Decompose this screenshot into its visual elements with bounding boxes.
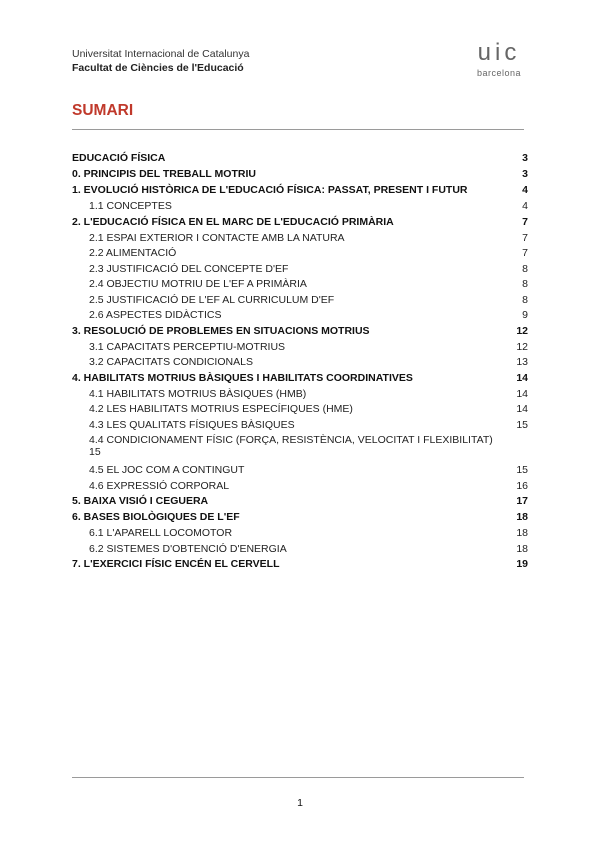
toc-entry[interactable]	[72, 388, 528, 404]
toc-entry-page: 8	[522, 278, 528, 290]
toc-entry-page: 19	[516, 558, 528, 570]
toc-entry-page: 14	[516, 371, 528, 384]
toc-entry-title: 2.5 JUSTIFICACIÓ DE L'EF AL CURRICULUM D'EF	[89, 293, 335, 306]
toc-entry-title: 2.6 ASPECTES DIDÀCTICS	[89, 309, 222, 321]
toc-entry-title: 4.3 LES QUALITATS FÍSIQUES BÀSIQUES	[89, 418, 295, 431]
toc-entry[interactable]	[72, 232, 528, 248]
toc-entry-title: 3.2 CAPACITATS CONDICIONALS	[89, 356, 253, 368]
toc-entry-title: EDUCACIÓ FÍSICA	[72, 152, 166, 164]
toc-entry-title: 2.1 ESPAI EXTERIOR I CONTACTE AMB LA NATURA	[89, 231, 345, 244]
toc-entry-title: 0. PRINCIPIS DEL TREBALL MOTRIU	[72, 168, 256, 180]
uic-logo-text: uic	[477, 42, 521, 66]
toc-entry-page: 15	[516, 464, 528, 476]
toc-entry-title: 2.4 OBJECTIU MOTRIU DE L'EF A PRIMÀRIA	[89, 278, 307, 290]
uic-logo-subtitle: barcelona	[476, 68, 522, 78]
toc-entry-title: 4.1 HABILITATS MOTRIUS BÀSIQUES (HMB)	[89, 387, 307, 400]
toc-entry-page: 8	[522, 293, 528, 306]
toc-entry-title: 4.5 EL JOC COM A CONTINGUT	[89, 464, 245, 476]
toc-entry-page: 18	[516, 527, 528, 539]
table-of-contents	[72, 152, 528, 574]
toc-entry-title: 4.2 LES HABILITATS MOTRIUS ESPECÍFIQUES (HME)	[89, 403, 353, 415]
toc-entry[interactable]	[72, 372, 528, 388]
toc-entry-page: 12	[516, 340, 528, 353]
toc-entry-page: 14	[516, 387, 528, 400]
toc-entry-title: 7. L'EXERCICI FÍSIC ENCÉN EL CERVELL	[72, 558, 280, 570]
toc-entry[interactable]	[72, 558, 528, 574]
toc-entry[interactable]	[72, 511, 528, 527]
university-name: Universitat Internacional de Catalunya	[72, 48, 250, 60]
toc-entry-page: 7	[522, 215, 528, 228]
toc-entry-title: 1. EVOLUCIÓ HISTÒRICA DE L'EDUCACIÓ FÍSICA: PASSAT, PRESENT I FUTUR	[72, 184, 468, 196]
toc-entry-title: 2.2 ALIMENTACIÓ	[89, 247, 177, 259]
toc-entry-title: 6.2 SISTEMES D'OBTENCIÓ D'ENERGIA	[89, 542, 287, 555]
toc-entry-title: 3.1 CAPACITATS PERCEPTIU-MOTRIUS	[89, 340, 286, 353]
toc-entry-page: 16	[516, 479, 528, 492]
toc-entry-page: 4	[522, 184, 528, 196]
toc-entry[interactable]	[72, 263, 528, 279]
toc-entry-page: 14	[516, 403, 528, 415]
toc-entry-title: 6.1 L'APARELL LOCOMOTOR	[89, 527, 233, 539]
toc-entry-page: 9	[522, 309, 528, 321]
toc-entry[interactable]	[72, 480, 528, 496]
toc-entry-page: 7	[522, 247, 528, 259]
toc-entry-page: 4	[522, 200, 528, 212]
toc-entry-title: 4.4 CONDICIONAMENT FÍSIC (FORÇA, RESISTÈNCIA, VELOCITAT I FLEXIBILITAT) 15	[89, 434, 493, 458]
toc-entry-page: 3	[522, 168, 528, 180]
toc-entry[interactable]	[72, 294, 528, 310]
toc-entry-page: 13	[516, 356, 528, 368]
toc-entry-page: 15	[516, 418, 528, 431]
toc-entry[interactable]	[72, 247, 528, 263]
toc-entry-page: 18	[516, 511, 528, 523]
top-divider	[72, 129, 524, 130]
toc-entry[interactable]	[72, 434, 528, 464]
toc-entry-title: 4.6 EXPRESSIÓ CORPORAL	[89, 479, 230, 492]
toc-entry-page: 7	[522, 231, 528, 244]
toc-entry[interactable]	[72, 200, 528, 216]
toc-entry-title: 4. HABILITATS MOTRIUS BÀSIQUES I HABILITATS COORDINATIVES	[72, 371, 413, 384]
toc-entry[interactable]	[72, 325, 528, 341]
toc-entry-title: 3. RESOLUCIÓ DE PROBLEMES EN SITUACIONS MOTRIUS	[72, 324, 370, 337]
toc-entry[interactable]	[72, 216, 528, 232]
toc-entry[interactable]	[72, 168, 528, 184]
toc-entry-page: 17	[516, 495, 528, 507]
toc-entry-title: 2.3 JUSTIFICACIÓ DEL CONCEPTE D'EF	[89, 262, 289, 275]
toc-entry[interactable]	[72, 543, 528, 559]
toc-entry[interactable]	[72, 184, 528, 200]
page-title: SUMARI	[72, 102, 134, 119]
toc-entry-title: 5. BAIXA VISIÓ I CEGUERA	[72, 495, 209, 507]
toc-entry[interactable]	[72, 527, 528, 543]
page-header	[72, 42, 528, 82]
toc-entry-page: 18	[516, 542, 528, 555]
toc-entry[interactable]	[72, 356, 528, 372]
bottom-divider	[72, 777, 524, 778]
toc-entry[interactable]	[72, 309, 528, 325]
faculty-name: Facultat de Ciències de l'Educació	[72, 62, 244, 74]
toc-entry-page: 3	[522, 152, 528, 164]
toc-entry-title: 6. BASES BIOLÒGIQUES DE L'EF	[72, 511, 240, 523]
page-number: 1	[297, 797, 303, 809]
toc-entry[interactable]	[72, 464, 528, 480]
toc-entry-page: 8	[522, 262, 528, 275]
toc-entry[interactable]	[72, 419, 528, 435]
toc-entry[interactable]	[72, 341, 528, 357]
toc-entry-page: 12	[516, 324, 528, 337]
toc-entry[interactable]	[72, 403, 528, 419]
toc-entry[interactable]	[72, 495, 528, 511]
toc-entry[interactable]	[72, 278, 528, 294]
toc-entry-title: 1.1 CONCEPTES	[89, 200, 172, 212]
toc-entry-title: 2. L'EDUCACIÓ FÍSICA EN EL MARC DE L'EDUCACIÓ PRIMÀRIA	[72, 215, 394, 228]
toc-entry[interactable]	[72, 152, 528, 168]
